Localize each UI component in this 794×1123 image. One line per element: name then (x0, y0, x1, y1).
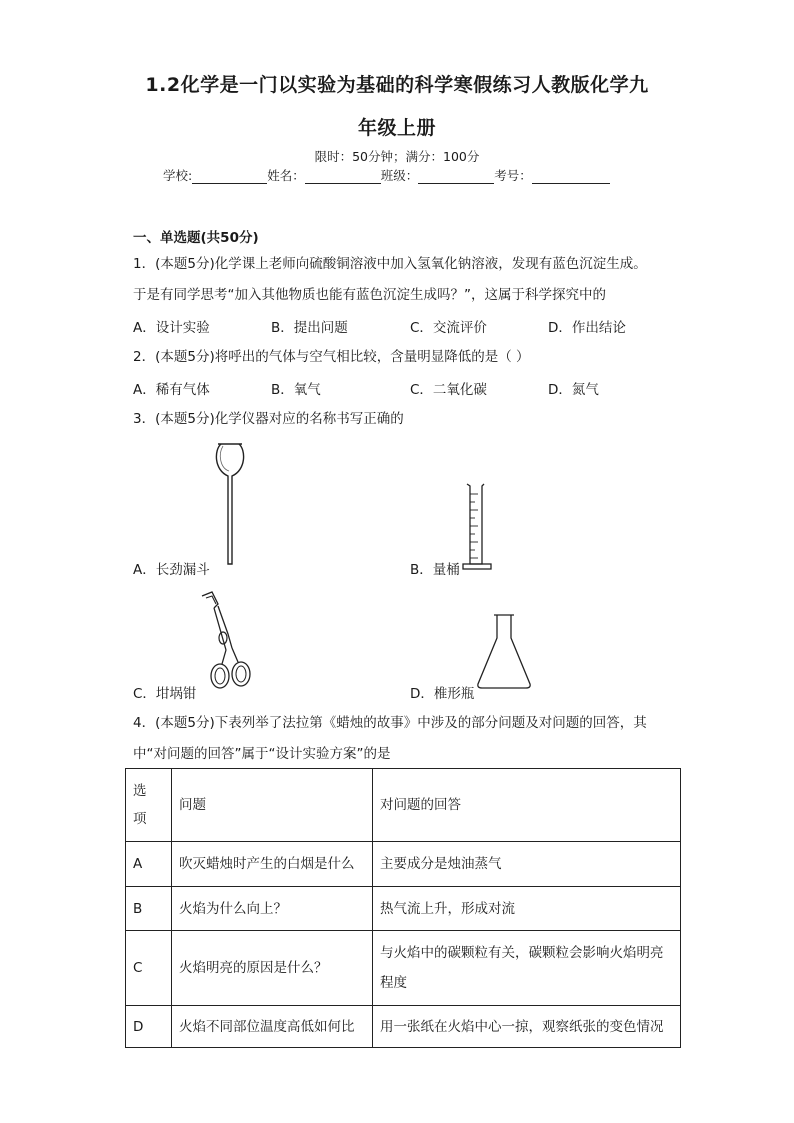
name-label: 姓名： (267, 168, 305, 183)
table-header-option (126, 769, 172, 842)
row-c-answer: 与火焰中的碳颗粒有关，碳颗粒会影响火焰明亮程度 (373, 931, 681, 1006)
crucible-tongs-icon (192, 590, 258, 694)
q2-option-d[interactable]: D．氮气 (548, 382, 599, 398)
class-label: 班级： (380, 168, 419, 183)
table-header-answer: 对问题的回答 (373, 769, 681, 842)
q2-option-b[interactable]: B．氧气 (271, 382, 321, 398)
section-heading: 一、单选题(共50分) (133, 230, 259, 246)
q4-table (125, 768, 681, 1048)
row-c-question: 火焰明亮的原因是什么？ (172, 931, 373, 1006)
table-row[interactable] (126, 842, 681, 887)
q3-option-b[interactable]: B．量桶 (410, 562, 460, 578)
exam-no-label: 考号： (494, 168, 532, 183)
row-d-option: D (126, 1006, 172, 1048)
q3-option-a[interactable]: A．长劲漏斗 (133, 562, 210, 578)
row-d-question: 火焰不同部位温度高低如何比 (172, 1006, 373, 1048)
q2-line1: 2．(本题5分)将呼出的气体与空气相比较，含量明显降低的是（ ） (133, 349, 530, 365)
q1-option-c[interactable]: C．交流评价 (410, 320, 487, 336)
exam-no-blank[interactable] (532, 169, 610, 184)
long-neck-funnel-icon (212, 440, 252, 568)
table-header-row (126, 769, 681, 842)
row-b-answer: 热气流上升，形成对流 (373, 887, 681, 931)
q1-option-b[interactable]: B．提出问题 (271, 320, 348, 336)
row-a-option: A (126, 842, 172, 887)
row-a-question: 吹灭蜡烛时产生的白烟是什么 (172, 842, 373, 887)
class-blank[interactable] (418, 169, 494, 184)
q2-option-a[interactable]: A．稀有气体 (133, 382, 210, 398)
table-header-question: 问题 (172, 769, 373, 842)
school-blank[interactable] (192, 169, 267, 184)
q3-option-d[interactable]: D．椎形瓶 (410, 686, 475, 702)
row-a-answer: 主要成分是烛油蒸气 (373, 842, 681, 887)
q3-line1: 3．(本题5分)化学仪器对应的名称书写正确的 (133, 411, 404, 427)
q1-option-d[interactable]: D．作出结论 (548, 320, 626, 336)
table-row[interactable] (126, 931, 681, 1006)
info-line (163, 166, 610, 184)
q3-option-c[interactable]: C．坩埚钳 (133, 686, 197, 702)
q1-line2: 于是有同学思考“加入其他物质也能有蓝色沉淀生成吗？”，这属于科学探究中的 (133, 287, 606, 303)
row-c-option: C (126, 931, 172, 1006)
table-row[interactable] (126, 887, 681, 931)
table-row[interactable] (126, 1006, 681, 1048)
time-limit: 限时：50分钟；满分：100分 (314, 149, 480, 164)
header-option-text: 选项 (133, 783, 147, 827)
page-title-line1: 1.2化学是一门以实验为基础的科学寒假练习人教版化学九 (145, 74, 649, 96)
q1-option-a[interactable]: A．设计实验 (133, 320, 210, 336)
school-label: 学校: (163, 168, 193, 183)
q2-option-c[interactable]: C．二氧化碳 (410, 382, 487, 398)
q4-line2: 中“对问题的回答”属于“设计实验方案”的是 (133, 746, 391, 762)
row-b-option: B (126, 887, 172, 931)
row-b-question: 火焰为什么向上？ (172, 887, 373, 931)
row-d-answer: 用一张纸在火焰中心一掠，观察纸张的变色情况 (373, 1006, 681, 1048)
page-title-line2: 年级上册 (357, 117, 436, 139)
q4-line1: 4．(本题5分)下表列举了法拉第《蜡烛的故事》中涉及的部分问题及对问题的回答，其 (133, 715, 647, 731)
measuring-cylinder-icon (458, 480, 498, 572)
name-blank[interactable] (305, 169, 381, 184)
q1-line1: 1．(本题5分)化学课上老师向硫酸铜溶液中加入氢氧化钠溶液，发现有蓝色沉淀生成。 (133, 256, 647, 272)
conical-flask-icon (474, 612, 534, 692)
